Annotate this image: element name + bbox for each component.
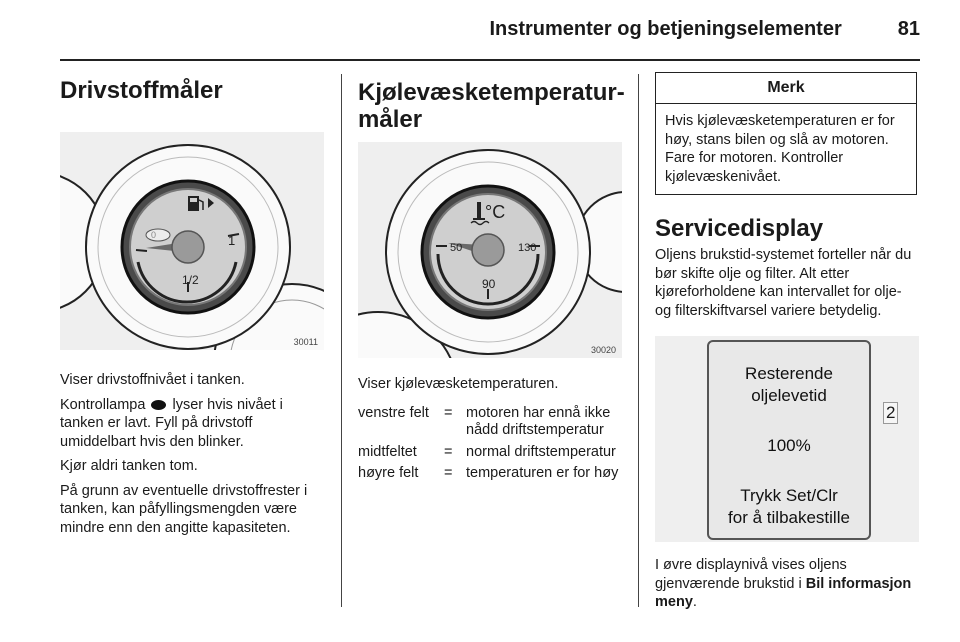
fuel-gauge-figure <box>60 132 324 350</box>
definition-equals: = <box>444 465 453 481</box>
service-paragraph-2 <box>655 556 921 612</box>
coolant-gauge-label-90: 90 <box>482 277 496 291</box>
service-paragraph-2-post: . <box>692 594 697 610</box>
column-divider-1 <box>341 74 342 607</box>
display-line-4: for å tilbakestille <box>728 508 850 527</box>
coolant-heading-line1: Kjølevæsketemperatur- <box>358 79 625 106</box>
header-rule <box>60 59 920 61</box>
display-level-indicator: 2 <box>883 402 898 424</box>
definition-term: venstre felt <box>358 404 429 421</box>
coolant-gauge-unit: °C <box>485 202 506 222</box>
note-title: Merk <box>656 73 916 104</box>
display-line-2: oljelevetid <box>751 386 827 405</box>
fuel-warning-lamp-icon <box>151 400 166 410</box>
fuel-gauge-label-empty: 0 <box>151 230 157 240</box>
display-line-3: Trykk Set/Clr <box>740 486 838 505</box>
column-service <box>655 72 921 612</box>
coolant-heading <box>358 79 623 133</box>
definition-row <box>358 465 623 487</box>
definition-term: høyre felt <box>358 465 419 481</box>
display-percent: 100% <box>767 436 811 455</box>
column-coolant <box>358 72 623 487</box>
service-paragraph-1: Oljens brukstid-systemet forteller når du bør skifte olje og filter. Alt etter kjøreforholdene kan intervallet for olje- og filterskiftvarsel variere betydelig. <box>655 247 912 319</box>
service-paragraph-2-pre: I øvre displaynivå vises oljens gjenværende brukstid i <box>655 557 847 592</box>
header-title: Instrumenter og betjeningselementer <box>489 17 842 40</box>
page-number: 81 <box>897 17 920 40</box>
definition-equals: = <box>444 443 453 460</box>
definition-term: midtfeltet <box>358 443 417 460</box>
coolant-heading-line2: måler <box>358 106 423 133</box>
coolant-definition-table <box>358 405 623 487</box>
fuel-paragraph-2-post: lyser hvis nivået i tanken er lavt. Fyll på drivstoff umiddelbart hvis den blinker. <box>60 396 283 450</box>
note-box <box>655 72 917 195</box>
fuel-paragraph-4: På grunn av eventuelle drivstoffrester i tanken, kan påfyllingsmengden være mindre enn den angitte kapasiteten. <box>60 482 308 536</box>
service-display-figure <box>655 336 919 542</box>
definition-description: motoren har ennå ikke nådd driftstemperatur <box>466 404 611 438</box>
page-header <box>60 14 920 44</box>
service-display-screen <box>707 340 871 540</box>
coolant-figure-number: 30020 <box>590 345 616 355</box>
fuel-paragraph-2-pre: Kontrollampa <box>60 396 146 413</box>
coolant-gauge-label-50: 50 <box>450 242 463 254</box>
coolant-paragraph-1: Viser kjølevæsketemperaturen. <box>358 376 559 392</box>
fuel-paragraph-2 <box>60 396 324 452</box>
fuel-gauge-label-full: 1 <box>228 233 236 248</box>
column-fuel <box>60 72 324 537</box>
display-line-1: Resterende <box>745 364 833 383</box>
coolant-gauge-figure <box>358 142 622 358</box>
fuel-paragraph-3: Kjør aldri tanken tom. <box>60 458 198 474</box>
note-body: Hvis kjølevæsketemperaturen er for høy, stans bilen og slå av motoren. Fare for motoren. Kontroller kjølevæskenivået. <box>665 113 895 185</box>
definition-description: normal driftstemperatur <box>466 443 616 460</box>
fuel-paragraph-1: Viser drivstoffnivået i tanken. <box>60 372 245 388</box>
service-menu-name: Bil informasjon meny <box>655 575 912 610</box>
fuel-figure-number: 30011 <box>293 337 318 347</box>
fuel-heading: Drivstoffmåler <box>60 77 223 104</box>
column-divider-2 <box>638 74 639 607</box>
service-heading: Servicedisplay <box>655 215 824 242</box>
coolant-gauge-label-130: 130 <box>518 242 537 254</box>
fuel-gauge-illustration <box>60 132 324 350</box>
definition-equals: = <box>444 404 453 421</box>
definition-row <box>358 405 623 444</box>
definition-description: temperaturen er for høy <box>466 465 619 481</box>
definition-row <box>358 444 623 466</box>
fuel-gauge-label-half: 1/2 <box>182 273 199 287</box>
coolant-gauge-illustration <box>358 142 622 358</box>
